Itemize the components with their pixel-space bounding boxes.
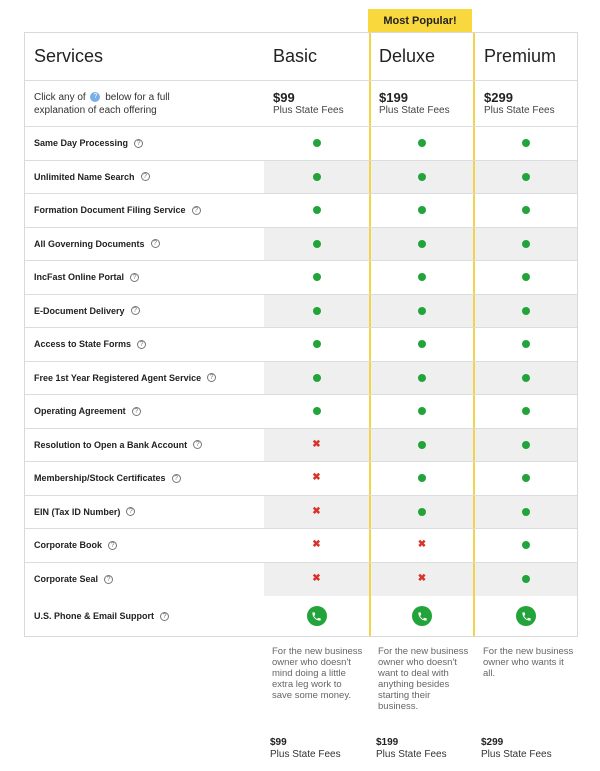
help-icon[interactable]: ? bbox=[132, 407, 141, 416]
check-dot-icon bbox=[418, 240, 426, 248]
check-dot-icon bbox=[418, 307, 426, 315]
services-heading: Services bbox=[34, 46, 104, 66]
basic-price-cell bbox=[264, 81, 369, 126]
basic-cell bbox=[264, 328, 369, 361]
help-icon[interactable]: ? bbox=[108, 541, 117, 550]
deluxe-price: $199 bbox=[379, 89, 408, 105]
premium-fees: Plus State Fees bbox=[484, 104, 555, 116]
feature-label-cell bbox=[25, 161, 264, 194]
deluxe-cell bbox=[369, 161, 475, 194]
intro-text bbox=[25, 81, 264, 126]
deluxe-cell bbox=[369, 228, 475, 261]
plan-basic-heading: Basic bbox=[273, 46, 318, 66]
help-icon[interactable]: ? bbox=[131, 306, 140, 315]
feature-label-cell bbox=[25, 395, 264, 428]
premium-cell bbox=[475, 496, 577, 529]
check-dot-icon bbox=[522, 441, 530, 449]
help-icon[interactable]: ? bbox=[104, 575, 113, 584]
deluxe-cell bbox=[369, 127, 475, 160]
check-dot-icon bbox=[522, 474, 530, 482]
table-row bbox=[25, 194, 577, 228]
cross-icon: ✖ bbox=[312, 539, 321, 551]
feature-label: EIN (Tax ID Number) bbox=[34, 506, 121, 517]
premium-cell bbox=[475, 295, 577, 328]
deluxe-cell bbox=[369, 261, 475, 294]
basic-fees: Plus State Fees bbox=[273, 104, 344, 116]
basic-cell bbox=[264, 496, 369, 529]
cross-icon: ✖ bbox=[417, 573, 427, 585]
help-icon[interactable]: ? bbox=[160, 612, 169, 621]
check-dot-icon bbox=[522, 340, 530, 348]
check-dot-icon bbox=[313, 340, 321, 348]
premium-cell bbox=[475, 563, 577, 597]
plan-header-row bbox=[25, 33, 577, 81]
plan-premium-heading: Premium bbox=[484, 46, 557, 66]
check-dot-icon bbox=[418, 407, 426, 415]
table-row bbox=[25, 429, 577, 463]
help-icon[interactable]: ? bbox=[126, 507, 135, 516]
feature-label: Resolution to Open a Bank Account bbox=[34, 439, 188, 450]
check-dot-icon bbox=[418, 508, 426, 516]
check-dot-icon bbox=[313, 173, 321, 181]
feature-label-cell bbox=[25, 328, 264, 361]
help-icon[interactable]: ? bbox=[192, 206, 201, 215]
help-icon[interactable]: ? bbox=[130, 273, 139, 282]
feature-label: Formation Document Filing Service bbox=[34, 205, 186, 216]
feature-label: Corporate Seal bbox=[34, 574, 99, 585]
feature-label-cell bbox=[25, 563, 264, 597]
check-dot-icon bbox=[418, 206, 426, 214]
check-dot-icon bbox=[522, 575, 530, 583]
check-dot-icon bbox=[418, 273, 426, 281]
check-dot-icon bbox=[522, 206, 530, 214]
feature-label: E-Document Delivery bbox=[34, 305, 125, 316]
check-dot-icon bbox=[522, 173, 530, 181]
premium-cell bbox=[475, 194, 577, 227]
deluxe-fees: Plus State Fees bbox=[379, 104, 450, 116]
phone-icon bbox=[516, 606, 536, 626]
table-row bbox=[25, 395, 577, 429]
table-row bbox=[25, 328, 577, 362]
basic-cell bbox=[264, 529, 369, 562]
basic-description: For the new business owner who doesn't mind doing a little extra leg work to save some money. bbox=[272, 646, 363, 701]
premium-cell bbox=[475, 462, 577, 495]
feature-label: IncFast Online Portal bbox=[34, 272, 125, 283]
table-row bbox=[25, 496, 577, 530]
phone-icon bbox=[307, 606, 327, 626]
deluxe-cell bbox=[369, 462, 475, 495]
feature-label-cell bbox=[25, 127, 264, 160]
table-row bbox=[25, 295, 577, 329]
cross-icon: ✖ bbox=[312, 438, 321, 450]
deluxe-cell bbox=[369, 429, 475, 462]
deluxe-cell bbox=[369, 295, 475, 328]
check-dot-icon bbox=[418, 374, 426, 382]
deluxe-cell bbox=[369, 395, 475, 428]
check-dot-icon bbox=[313, 206, 321, 214]
deluxe-cell bbox=[369, 362, 475, 395]
feature-label: Corporate Book bbox=[34, 540, 103, 551]
premium-support bbox=[475, 596, 577, 636]
premium-cell bbox=[475, 395, 577, 428]
check-dot-icon bbox=[522, 374, 530, 382]
check-dot-icon bbox=[522, 407, 530, 415]
premium-cell bbox=[475, 261, 577, 294]
help-icon[interactable]: ? bbox=[134, 139, 143, 148]
deluxe-cell bbox=[369, 496, 475, 529]
premium-cell bbox=[475, 161, 577, 194]
feature-label-cell bbox=[25, 295, 264, 328]
premium-cell bbox=[475, 362, 577, 395]
check-dot-icon bbox=[418, 173, 426, 181]
help-icon: ? bbox=[90, 92, 100, 102]
cross-icon: ✖ bbox=[312, 573, 321, 585]
basic-cell bbox=[264, 295, 369, 328]
cross-icon: ✖ bbox=[417, 539, 427, 551]
check-dot-icon bbox=[313, 374, 321, 382]
cross-icon: ✖ bbox=[312, 505, 321, 517]
check-dot-icon bbox=[313, 273, 321, 281]
table-row bbox=[25, 462, 577, 496]
feature-label-cell bbox=[25, 529, 264, 562]
help-icon[interactable]: ? bbox=[141, 172, 150, 181]
support-row bbox=[25, 596, 577, 636]
table-row bbox=[25, 529, 577, 563]
check-dot-icon bbox=[313, 407, 321, 415]
check-dot-icon bbox=[522, 273, 530, 281]
basic-cell bbox=[264, 462, 369, 495]
intro-before: Click any of bbox=[34, 91, 86, 103]
premium-cell bbox=[475, 429, 577, 462]
check-dot-icon bbox=[522, 139, 530, 147]
basic-cell bbox=[264, 362, 369, 395]
check-dot-icon bbox=[522, 508, 530, 516]
premium-cell bbox=[475, 127, 577, 160]
check-dot-icon bbox=[418, 139, 426, 147]
feature-label: Free 1st Year Registered Agent Service bbox=[34, 372, 202, 383]
deluxe-cell bbox=[369, 563, 475, 597]
feature-label-cell bbox=[25, 228, 264, 261]
feature-label-cell bbox=[25, 362, 264, 395]
check-dot-icon bbox=[418, 340, 426, 348]
basic-cell bbox=[264, 261, 369, 294]
support-label: U.S. Phone & Email Support bbox=[34, 611, 155, 621]
basic-cell bbox=[264, 563, 369, 597]
check-dot-icon bbox=[313, 139, 321, 147]
basic-footer-fees: Plus State Fees bbox=[270, 749, 341, 760]
basic-support bbox=[264, 596, 369, 636]
check-dot-icon bbox=[418, 441, 426, 449]
feature-label: Membership/Stock Certificates bbox=[34, 473, 166, 484]
check-dot-icon bbox=[418, 474, 426, 482]
table-row bbox=[25, 362, 577, 396]
deluxe-cell bbox=[369, 529, 475, 562]
basic-cell bbox=[264, 429, 369, 462]
cross-icon: ✖ bbox=[312, 472, 321, 484]
check-dot-icon bbox=[313, 240, 321, 248]
help-icon[interactable]: ? bbox=[151, 239, 160, 248]
help-icon[interactable]: ? bbox=[137, 340, 146, 349]
premium-description: For the new business owner who wants it all. bbox=[483, 646, 574, 679]
feature-rows bbox=[25, 127, 577, 596]
feature-label: Access to State Forms bbox=[34, 339, 132, 350]
feature-label-cell bbox=[25, 462, 264, 495]
basic-cell bbox=[264, 194, 369, 227]
feature-label-cell bbox=[25, 496, 264, 529]
basic-cell bbox=[264, 395, 369, 428]
table-row bbox=[25, 563, 577, 597]
deluxe-support bbox=[369, 596, 475, 636]
premium-price: $299 bbox=[484, 89, 513, 105]
basic-footer-price bbox=[270, 737, 341, 761]
check-dot-icon bbox=[313, 307, 321, 315]
check-dot-icon bbox=[522, 240, 530, 248]
feature-label: Operating Agreement bbox=[34, 406, 126, 417]
feature-label: All Governing Documents bbox=[34, 238, 145, 249]
feature-label-cell bbox=[25, 429, 264, 462]
table-row bbox=[25, 261, 577, 295]
premium-footer-price bbox=[481, 737, 552, 761]
feature-label: Same Day Processing bbox=[34, 138, 129, 149]
premium-footer-amount: $299 bbox=[481, 737, 504, 748]
table-row bbox=[25, 127, 577, 161]
table-row bbox=[25, 161, 577, 195]
premium-footer-fees: Plus State Fees bbox=[481, 749, 552, 760]
feature-label: Unlimited Name Search bbox=[34, 171, 135, 182]
support-label-cell bbox=[25, 596, 264, 636]
basic-price: $99 bbox=[273, 89, 295, 105]
help-icon[interactable]: ? bbox=[207, 373, 216, 382]
deluxe-description: For the new business owner who doesn't want to deal with anything besides starting their business. bbox=[378, 646, 469, 712]
basic-cell bbox=[264, 127, 369, 160]
deluxe-footer-fees: Plus State Fees bbox=[376, 749, 447, 760]
premium-cell bbox=[475, 529, 577, 562]
deluxe-cell bbox=[369, 328, 475, 361]
pricing-table bbox=[24, 32, 578, 637]
premium-cell bbox=[475, 328, 577, 361]
check-dot-icon bbox=[522, 307, 530, 315]
deluxe-cell bbox=[369, 194, 475, 227]
deluxe-price-cell bbox=[369, 81, 475, 126]
feature-label-cell bbox=[25, 194, 264, 227]
plan-deluxe-heading: Deluxe bbox=[369, 33, 475, 80]
premium-price-cell bbox=[475, 81, 577, 126]
basic-footer-amount: $99 bbox=[270, 737, 287, 748]
price-row bbox=[25, 81, 577, 127]
check-dot-icon bbox=[522, 541, 530, 549]
premium-cell bbox=[475, 228, 577, 261]
help-icon[interactable]: ? bbox=[193, 440, 202, 449]
deluxe-footer-price bbox=[376, 737, 447, 761]
phone-icon bbox=[412, 606, 432, 626]
table-row bbox=[25, 228, 577, 262]
most-popular-badge: Most Popular! bbox=[368, 9, 472, 33]
deluxe-footer-amount: $199 bbox=[376, 737, 399, 748]
feature-label-cell bbox=[25, 261, 264, 294]
help-icon[interactable]: ? bbox=[172, 474, 181, 483]
basic-cell bbox=[264, 228, 369, 261]
basic-cell bbox=[264, 161, 369, 194]
intro-after: below for a full explanation of each offering bbox=[34, 91, 170, 116]
